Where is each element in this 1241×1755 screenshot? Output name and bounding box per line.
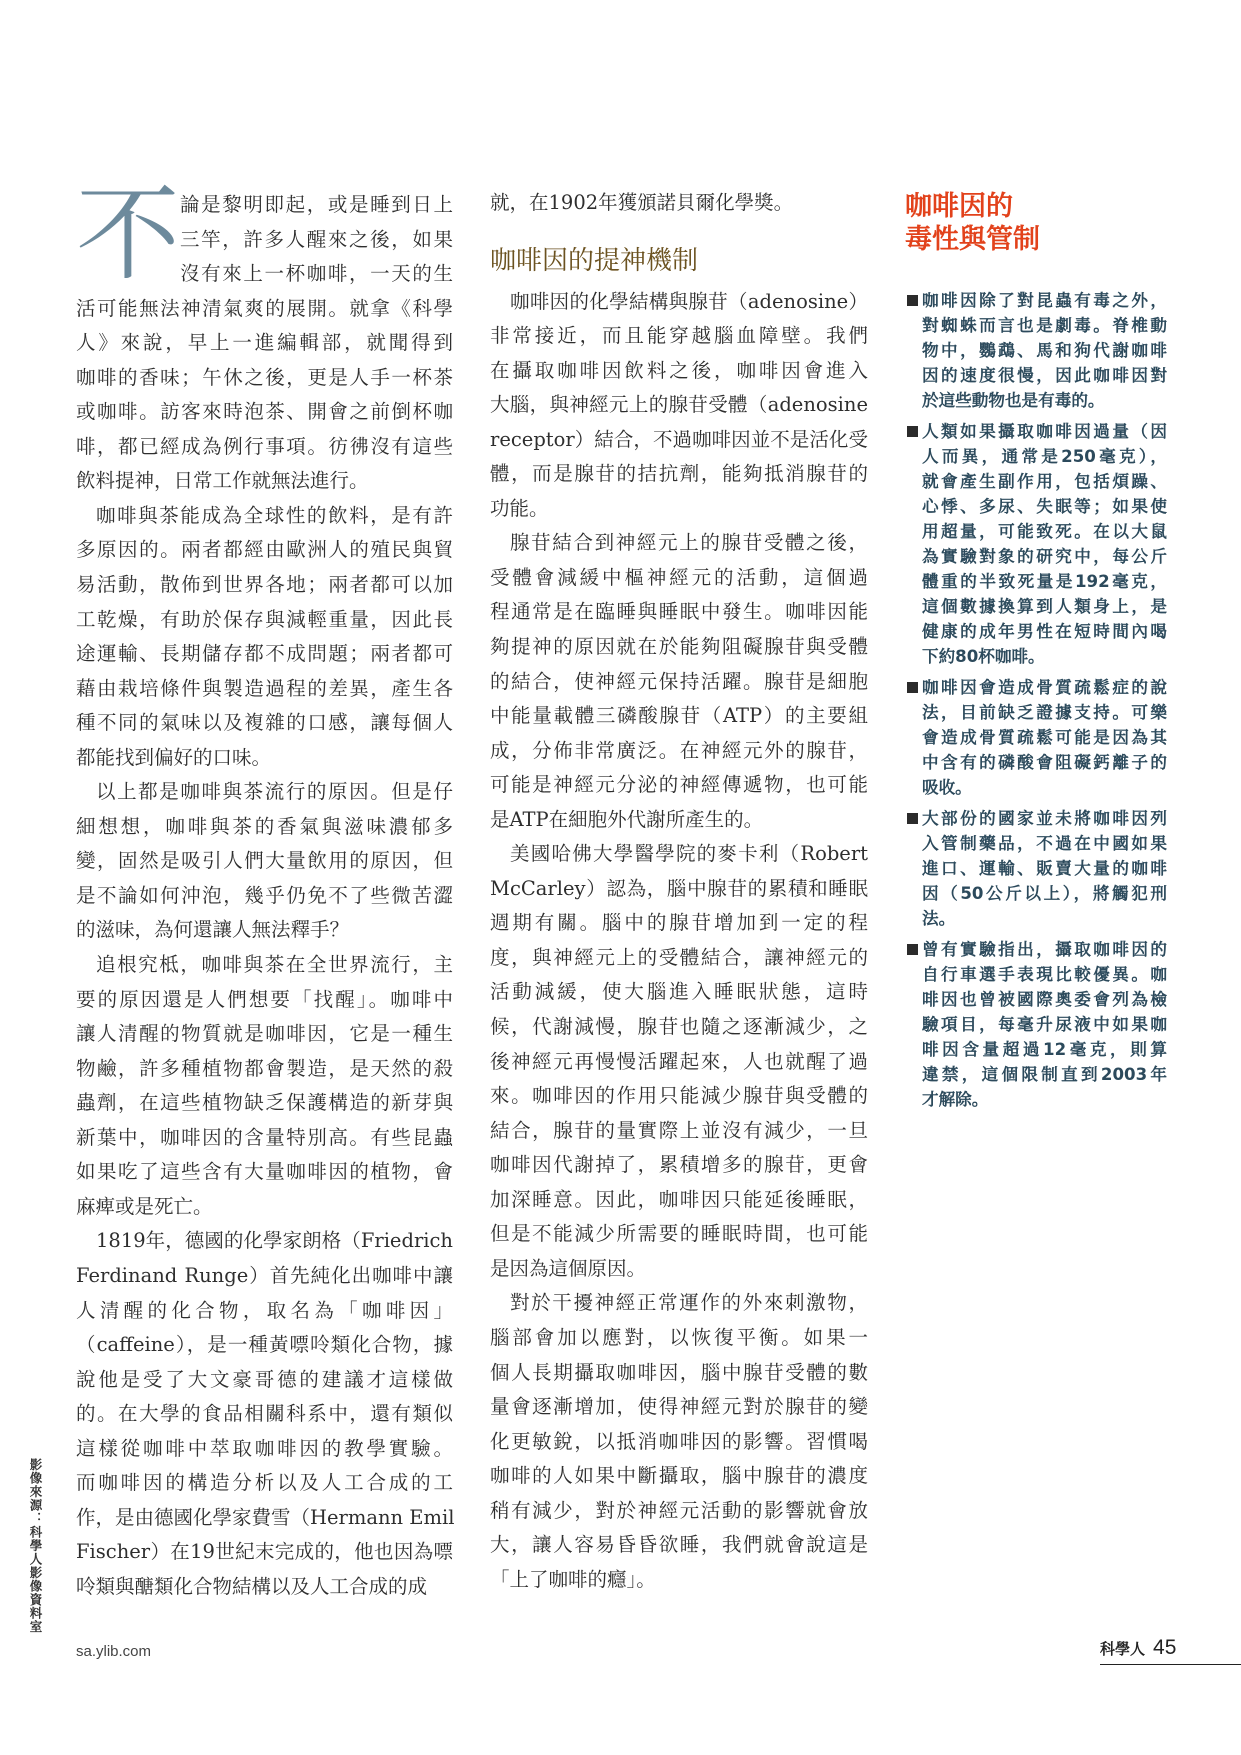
text-line: Fischer）在19世紀末完成的，他也因為嘌 [76,1540,453,1564]
text-line: 化更敏銳，以抵消咖啡因的影響。習慣喝 [490,1429,868,1453]
text-line: （caffeine），是一種黃嘌呤類化合物，據 [76,1333,453,1357]
footer-page-info [1100,1636,1241,1665]
text-line: 加深睡意。因此，咖啡因只能延後睡眠， [490,1187,868,1211]
text-line: 在攝取咖啡因飲料之後，咖啡因會進入 [490,358,868,382]
section-heading: 咖啡因的提神機制 [490,245,699,276]
text-line: 讓人清醒的物質就是咖啡因，它是一種生 [76,1022,453,1046]
text-line: 腦部會加以應對，以恢復平衡。如果一 [490,1325,868,1349]
text-line: 麻痺或是死亡。 [76,1194,213,1218]
sidebar-text-line: 因（50公斤以上），將觸犯刑 [922,884,1167,903]
square-bullet-icon [907,682,918,693]
sidebar-text-line: 物中，鸚鵡、馬和狗代謝咖啡 [922,341,1167,360]
sidebar-text-line: 下約80杯咖啡。 [922,647,1045,666]
article-column-2 [490,186,868,1597]
sidebar-text-line: 人類如果攝取咖啡因過量（因 [922,422,1167,441]
sidebar-text-line: 吸收。 [922,778,972,797]
text-line: 來。咖啡因的作用只能減少腺苷與受體的 [490,1084,868,1108]
text-line: 體，而是腺苷的拮抗劑，能夠抵消腺苷的 [490,462,868,486]
text-line: 稍有減少，對於神經元活動的影響就會放 [490,1498,868,1522]
text-line: 變，固然是吸引人們大量飲用的原因，但 [76,849,453,873]
sidebar-title-line: 毒性與管制 [905,224,1040,255]
sidebar-text-line: 違禁，這個限制直到2003年 [922,1065,1167,1084]
text-line: 個人長期攝取咖啡因，腦中腺苷受體的數 [490,1360,868,1384]
text-line: 以上都是咖啡與茶流行的原因。但是仔 [96,780,453,804]
text-line: 的。在大學的食品相關科系中，還有類似 [76,1402,453,1426]
sidebar-text-line: 驗項目，每毫升尿液中如果咖 [922,1015,1167,1034]
text-line: 咖啡與茶能成為全球性的飲料，是有許 [96,503,453,527]
sidebar-text-line: 這個數據換算到人類身上，是 [922,597,1167,616]
text-line: 或咖啡。訪客來時泡茶、開會之前倒杯咖 [76,400,453,424]
text-line: 可能是神經元分泌的神經傳遞物，也可能 [490,773,868,797]
text-line: 大，讓人容易昏昏欲睡，我們就會說這是 [490,1533,868,1557]
article-column-1 [76,173,455,1604]
text-line: 度，與神經元上的受體結合，讓神經元的 [490,945,868,969]
text-line: 非常接近，而且能穿越腦血障壁。我們 [490,324,868,348]
text-line: 工乾燥，有助於保存與減輕重量，因此長 [76,607,453,631]
text-line: 這樣從咖啡中萃取咖啡因的教學實驗。 [76,1436,453,1460]
text-line: 物鹼，許多種植物都會製造，是天然的殺 [76,1056,453,1080]
square-bullet-icon [907,295,918,306]
sidebar-text-line: 咖啡因會造成骨質疏鬆症的說 [922,678,1167,697]
text-line: Ferdinand Runge）首先純化出咖啡中讓 [76,1263,453,1287]
sidebar-list-item [905,675,1167,800]
sidebar-text-line: 因的速度很慢，因此咖啡因對 [922,366,1167,385]
text-line: 咖啡的人如果中斷攝取，腦中腺苷的濃度 [490,1464,868,1488]
text-line: 美國哈佛大學醫學院的麥卡利（Robert [510,842,868,866]
text-line: 的滋味，為何還讓人無法釋手？ [76,918,350,942]
sidebar-text-line: 心悸、多尿、失眠等；如果使 [922,497,1167,516]
text-line: receptor）結合，不過咖啡因並不是活化受 [490,427,868,451]
sidebar-list-item [905,806,1167,931]
sidebar-text-line: 法。 [922,909,956,928]
text-line: 而咖啡因的構造分析以及人工合成的工 [76,1471,453,1495]
sidebar-text-line: 為實驗對象的研究中，每公斤 [922,547,1167,566]
text-line: 中能量載體三磷酸腺苷（ATP）的主要組 [490,704,868,728]
sidebar-text-line: 咖啡因除了對昆蟲有毒之外， [922,291,1167,310]
sidebar-list-item [905,288,1167,413]
sidebar-text-line: 啡因含量超過12毫克，則算 [922,1040,1167,1059]
text-line: 活動減緩，使大腦進入睡眠狀態，這時 [490,980,868,1004]
text-line: 飲料提神，日常工作就無法進行。 [76,469,369,493]
sidebar-text-line: 於這些動物也是有毒的。 [922,391,1105,410]
sidebar-text-line: 中含有的磷酸會阻礙鈣離子的 [922,753,1167,772]
text-line: 沒有來上一杯咖啡，一天的生 [180,262,453,286]
text-line: 夠提神的原因就在於能夠阻礙腺苷與受體 [490,635,868,659]
text-line: 功能。 [490,496,549,520]
text-line: 腺苷結合到神經元上的腺苷受體之後， [510,531,868,555]
image-credit: 影像來源：科學人影像資料室 [28,1458,43,1634]
sidebar-text-line: 用超量，可能致死。在以大鼠 [922,522,1167,541]
sidebar-text-line: 對蜘蛛而言也是劇毒。脊椎動 [922,316,1167,335]
text-line: 1819年，德國的化學家朗格（Friedrich [96,1229,453,1253]
sidebar-text-line: 曾有實驗指出，攝取咖啡因的 [922,940,1167,959]
text-line: McCarley）認為，腦中腺苷的累積和睡眠 [490,876,868,900]
sidebar-text-line: 啡因也曾被國際奧委會列為檢 [922,990,1167,1009]
sidebar-text-line: 就會產生副作用，包括煩躁、 [922,472,1167,491]
text-line: 大腦，與神經元上的腺苷受體（adenosine [490,393,868,417]
text-line: 作，是由德國化學家費雪（Hermann Emil [76,1505,455,1529]
sidebar-box [905,190,1167,1118]
sidebar-text-line: 健康的成年男性在短時間內喝 [922,622,1167,641]
text-line: 如果吃了這些含有大量咖啡因的植物，會 [76,1160,453,1184]
text-line: 人》來說，早上一進編輯部，就聞得到 [76,331,453,355]
text-line: 途運輸、長期儲存都不成問題；兩者都可 [76,642,453,666]
text-line: 是不論如何沖泡，幾乎仍免不了些微苦澀 [76,883,453,907]
text-line: 但是不能減少所需要的睡眠時間，也可能 [490,1222,868,1246]
magazine-name: 科學人 [1100,1641,1146,1658]
text-line: 是因為這個原因。 [490,1256,647,1280]
sidebar-text-line: 才解除。 [922,1090,989,1109]
text-line: 咖啡的香味；午休之後，更是人手一杯茶 [76,365,453,389]
sidebar-list-item [905,937,1167,1112]
footer-url: sa.ylib.com [76,1643,152,1660]
text-line: 啡，都已經成為例行事項。彷彿沒有這些 [76,434,453,458]
text-line: 活可能無法神清氣爽的展開。就拿《科學 [76,296,453,320]
text-line: 三竿，許多人醒來之後，如果 [180,227,453,251]
text-line: 的結合，使神經元保持活躍。腺苷是細胞 [490,669,868,693]
text-line: 多原因的。兩者都經由歐洲人的殖民與貿 [76,538,453,562]
text-line: 藉由栽培條件與製造過程的差異，產生各 [76,676,453,700]
sidebar-text-line: 入管制藥品，不過在中國如果 [922,834,1167,853]
square-bullet-icon [907,813,918,824]
text-line: 要的原因還是人們想要「找醒」。咖啡中 [76,987,453,1011]
square-bullet-icon [907,944,918,955]
text-line: 結合，腺苷的量實際上並沒有減少，一旦 [490,1118,868,1142]
drop-cap: 不 [76,173,181,295]
text-line: 程通常是在臨睡與睡眠中發生。咖啡因能 [490,600,868,624]
sidebar-text-line: 大部份的國家並未將咖啡因列 [922,809,1167,828]
text-line: 種不同的氣味以及複雜的口感，讓每個人 [76,711,453,735]
text-line: 是ATP在細胞外代謝所產生的。 [490,807,764,831]
text-line: 成，分佈非常廣泛。在神經元外的腺苷， [490,738,868,762]
text-line: 細想想，咖啡與茶的香氣與滋味濃郁多 [76,814,453,838]
sidebar-text-line: 自行車選手表現比較優異。咖 [922,965,1167,984]
text-line: 量會逐漸增加，使得神經元對於腺苷的變 [490,1395,868,1419]
sidebar-text-line: 會造成骨質疏鬆可能是因為其 [922,728,1167,747]
text-line: 追根究柢，咖啡與茶在全世界流行，主 [96,953,453,977]
sidebar-text-line: 進口、運輸、販賣大量的咖啡 [922,859,1167,878]
text-line: 人清醒的化合物，取名為「咖啡因」 [76,1298,453,1322]
text-line: 新葉中，咖啡因的含量特別高。有些昆蟲 [76,1125,453,1149]
text-line: 「上了咖啡的癮」。 [490,1567,656,1591]
text-line: 受體會減緩中樞神經元的活動，這個過 [490,565,868,589]
text-line: 就，在1902年獲頒諾貝爾化學獎。 [490,191,794,214]
text-line: 都能找到偏好的口味。 [76,745,272,769]
sidebar-text-line: 體重的半致死量是192毫克， [922,572,1167,591]
text-line: 蟲劑，在這些植物缺乏保護構造的新芽與 [76,1091,453,1115]
sidebar-list-item [905,419,1167,669]
square-bullet-icon [907,426,918,437]
page-number: 45 [1153,1636,1177,1659]
text-line: 咖啡因的化學結構與腺苷（adenosine） [510,289,868,313]
sidebar-title-line: 咖啡因的 [905,191,1013,222]
text-line: 候，代謝減慢，腺苷也隨之逐漸減少，之 [490,1015,868,1039]
text-line: 說他是受了大文豪哥德的建議才這樣做 [76,1367,453,1391]
text-line: 易活動，散佈到世界各地；兩者都可以加 [76,573,453,597]
text-line: 對於干擾神經正常運作的外來刺激物， [510,1291,868,1315]
text-line: 論是黎明即起，或是睡到日上 [180,193,453,216]
text-line: 週期有關。腦中的腺苷增加到一定的程 [490,911,868,935]
sidebar-list [905,288,1167,1112]
text-line: 咖啡因代謝掉了，累積增多的腺苷，更會 [490,1153,868,1177]
text-line: 後神經元再慢慢活躍起來，人也就醒了過 [490,1049,868,1073]
sidebar-text-line: 人而異，通常是250毫克）， [922,447,1167,466]
text-line: 呤類與醣類化合物結構以及人工合成的成 [76,1574,428,1598]
sidebar-title [905,190,1167,256]
sidebar-text-line: 法，目前缺乏證據支持。可樂 [922,703,1167,722]
